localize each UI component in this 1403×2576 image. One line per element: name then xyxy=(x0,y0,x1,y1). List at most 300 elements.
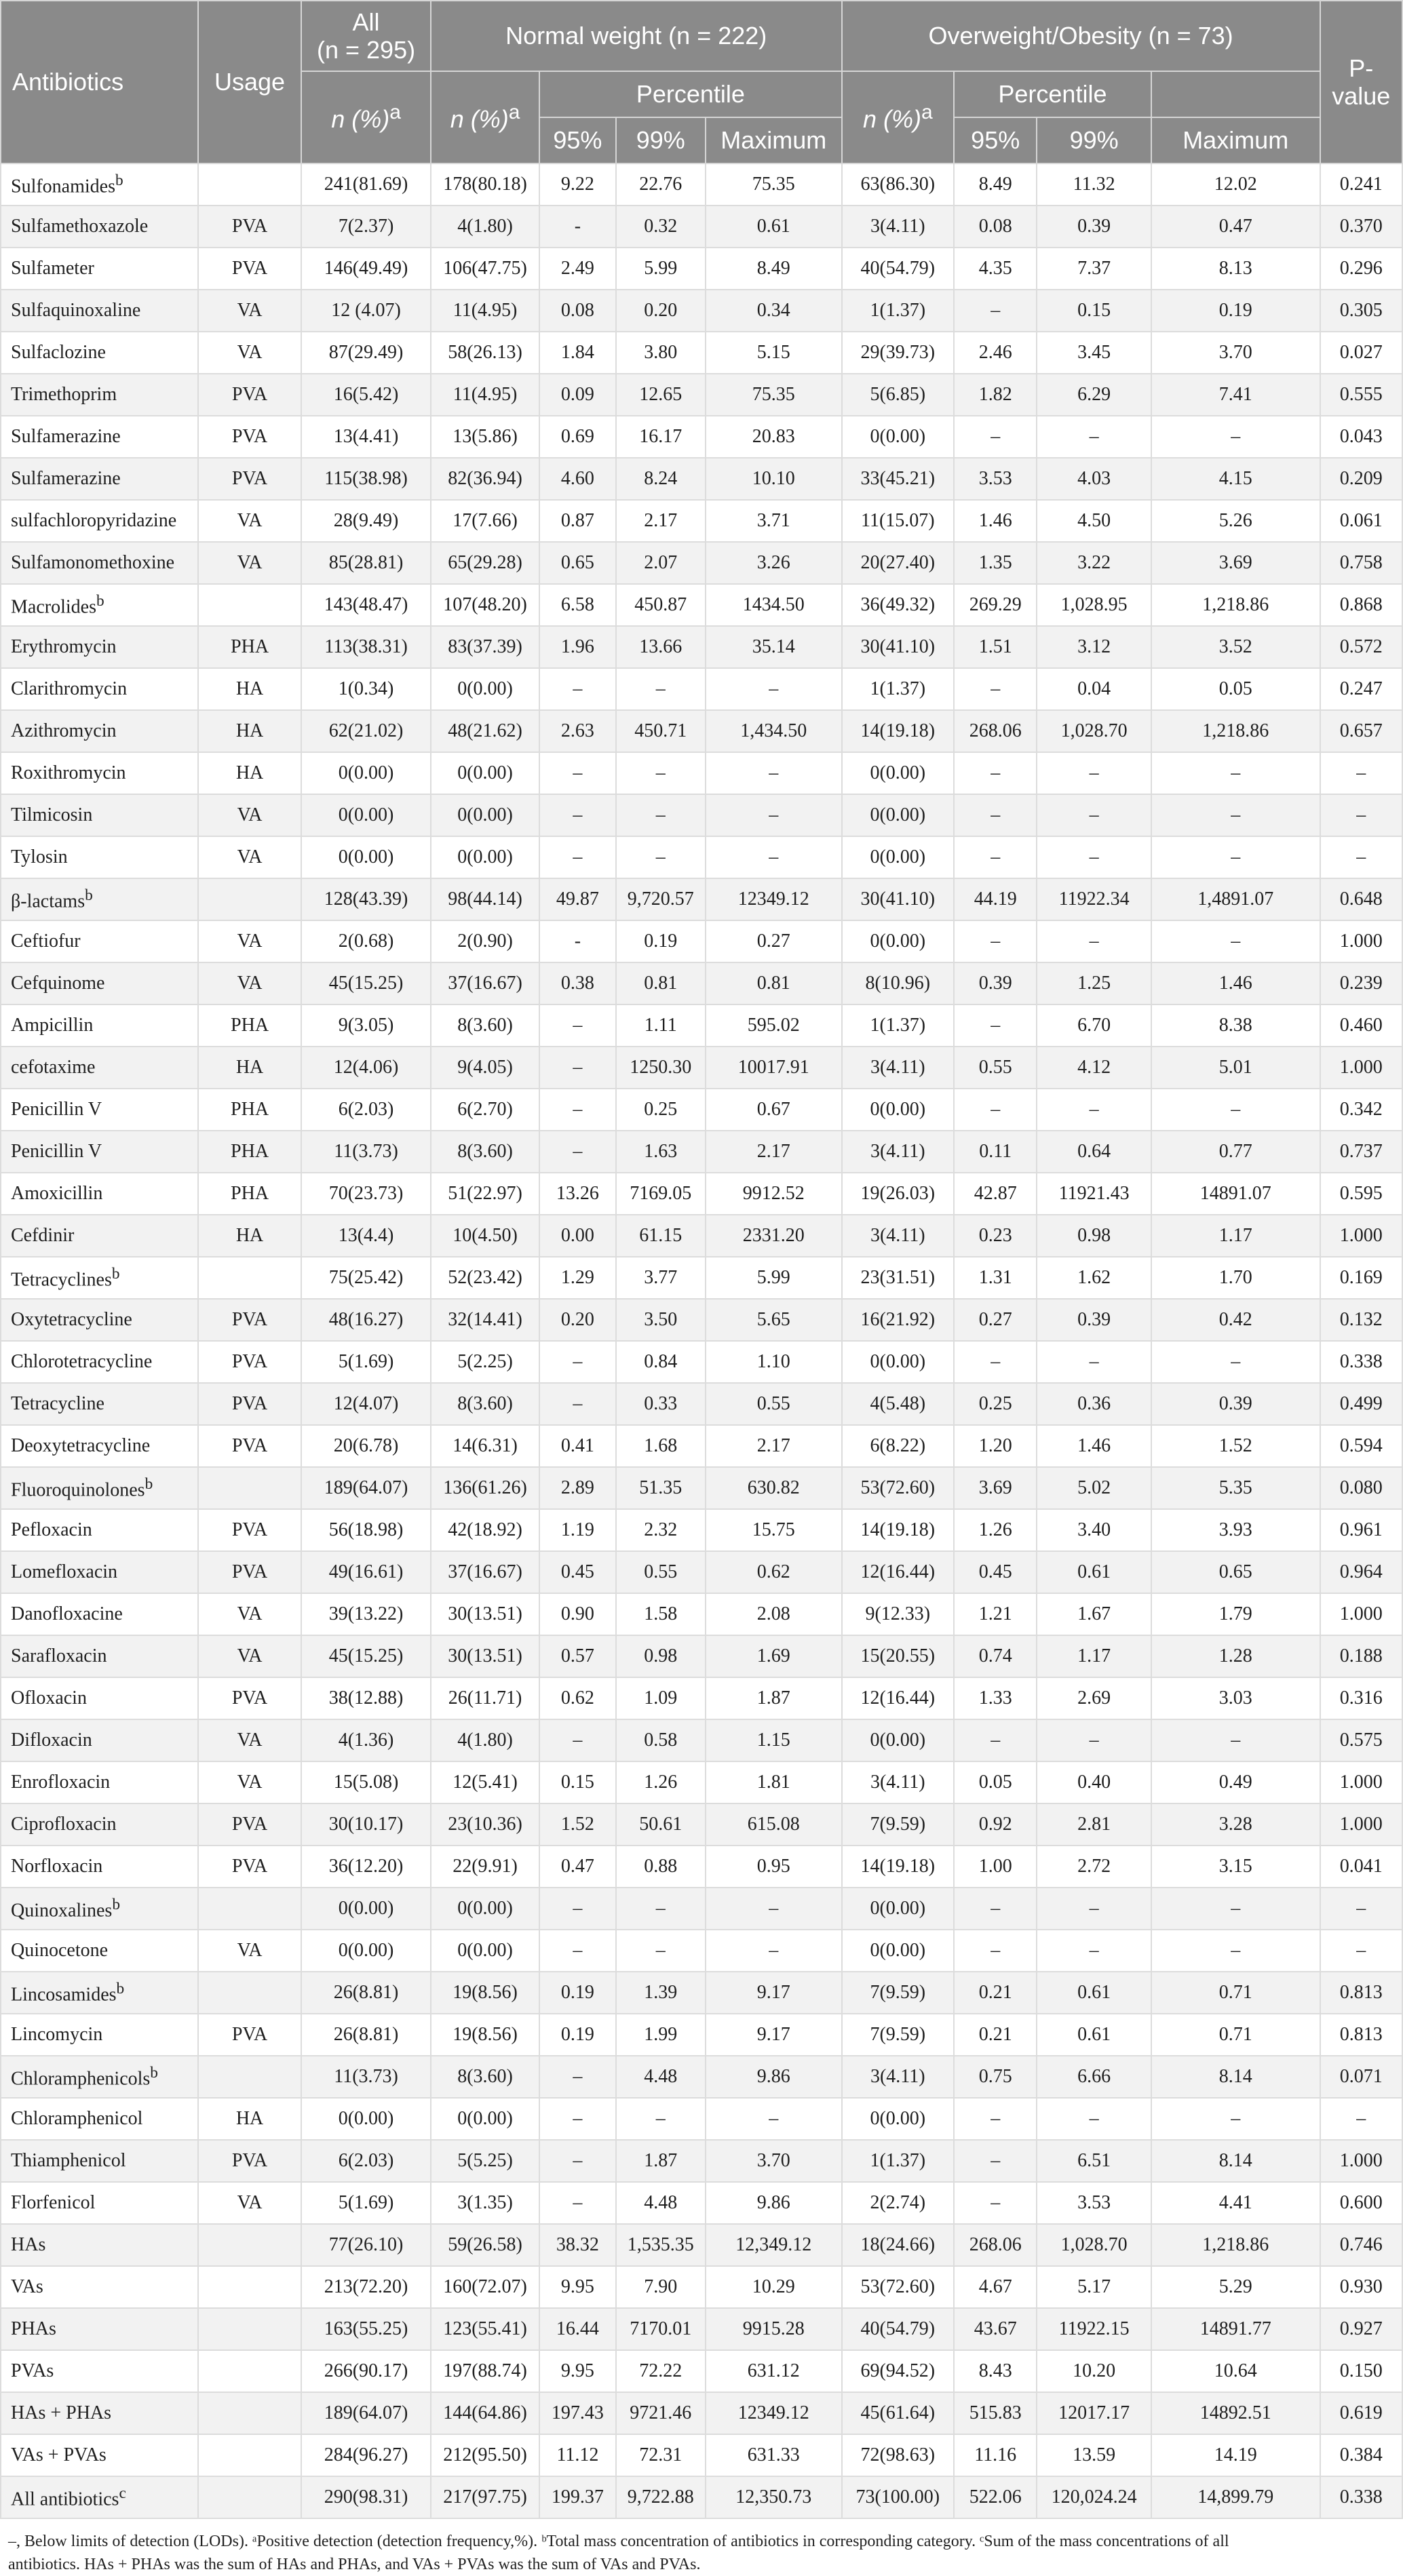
cell-usage: PVA xyxy=(198,1846,301,1888)
cell-p: 0.041 xyxy=(1320,1846,1402,1888)
cell-nw-max: 2331.20 xyxy=(706,1215,842,1257)
cell-ow-99: 4.50 xyxy=(1037,500,1151,542)
cell-ow-max: 5.35 xyxy=(1151,1467,1320,1509)
cell-nw-95: – xyxy=(539,668,615,710)
cell-p: 0.071 xyxy=(1320,2056,1402,2098)
cell-ow-n: 0(0.00) xyxy=(842,1888,954,1930)
cell-nw-n: 98(44.14) xyxy=(431,878,539,920)
antibiotic-name-cell xyxy=(1,1089,198,1131)
cell-ow-95: 0.27 xyxy=(954,1299,1037,1341)
cell-nw-95: 0.90 xyxy=(539,1593,615,1635)
cell-ow-95: 11.16 xyxy=(954,2434,1037,2476)
cell-nw-99: 61.15 xyxy=(616,1215,706,1257)
antibiotic-name-cell xyxy=(1,206,198,248)
cell-ow-95: 0.23 xyxy=(954,1215,1037,1257)
cell-ow-n: 20(27.40) xyxy=(842,542,954,584)
table-row xyxy=(1,1761,1402,1803)
cell-all: 241(81.69) xyxy=(301,163,431,206)
antibiotic-name: Difloxacin xyxy=(11,1730,92,1751)
antibiotic-name: PHAs xyxy=(11,2318,56,2339)
table-row xyxy=(1,920,1402,962)
footnote-marker: b xyxy=(85,886,93,904)
table-row xyxy=(1,878,1402,920)
cell-all: 115(38.98) xyxy=(301,458,431,500)
cell-ow-99: – xyxy=(1037,416,1151,458)
cell-nw-95: – xyxy=(539,1719,615,1761)
cell-all: 6(2.03) xyxy=(301,2140,431,2182)
cell-ow-max: 3.03 xyxy=(1151,1677,1320,1719)
cell-nw-95: 11.12 xyxy=(539,2434,615,2476)
cell-ow-99: 0.61 xyxy=(1037,1551,1151,1593)
cell-ow-n: 53(72.60) xyxy=(842,1467,954,1509)
cell-p: 0.247 xyxy=(1320,668,1402,710)
cell-all: 70(23.73) xyxy=(301,1173,431,1215)
antibiotic-name: Sarafloxacin xyxy=(11,1645,107,1666)
table-row xyxy=(1,1972,1402,2014)
cell-ow-max: – xyxy=(1151,1341,1320,1383)
cell-all: 12(4.06) xyxy=(301,1047,431,1089)
table-row xyxy=(1,206,1402,248)
cell-ow-max: 3.28 xyxy=(1151,1803,1320,1846)
cell-ow-max: 0.71 xyxy=(1151,1972,1320,2014)
antibiotic-name-cell xyxy=(1,248,198,290)
antibiotic-name: Sulfamethoxazole xyxy=(11,216,149,237)
header-antibiotics: Antibiotics xyxy=(1,1,198,163)
cell-ow-99: 5.17 xyxy=(1037,2266,1151,2308)
header-all-npct: n (%)$^a$ xyxy=(301,71,431,163)
cell-p: 0.169 xyxy=(1320,1257,1402,1299)
antibiotic-name: Quinocetone xyxy=(11,1940,109,1961)
cell-ow-99: 1,028.70 xyxy=(1037,710,1151,752)
cell-nw-max: 12349.12 xyxy=(706,2392,842,2434)
footnote-marker: c xyxy=(119,2484,126,2502)
cell-nw-n: 144(64.86) xyxy=(431,2392,539,2434)
cell-ow-99: 1.25 xyxy=(1037,962,1151,1004)
cell-ow-n: 11(15.07) xyxy=(842,500,954,542)
cell-nw-n: 0(0.00) xyxy=(431,668,539,710)
cell-ow-n: 40(54.79) xyxy=(842,2308,954,2350)
cell-all: 0(0.00) xyxy=(301,752,431,794)
antibiotic-name-cell xyxy=(1,710,198,752)
cell-ow-99: – xyxy=(1037,1089,1151,1131)
cell-ow-95: 8.49 xyxy=(954,163,1037,206)
cell-nw-n: 51(22.97) xyxy=(431,1173,539,1215)
antibiotic-name: Chlorotetracycline xyxy=(11,1351,153,1372)
cell-nw-99: 9721.46 xyxy=(616,2392,706,2434)
table-row xyxy=(1,1047,1402,1089)
table-row xyxy=(1,1888,1402,1930)
antibiotic-name-cell xyxy=(1,2392,198,2434)
cell-ow-max: 8.13 xyxy=(1151,248,1320,290)
antibiotic-name: VAs xyxy=(11,2276,43,2297)
antibiotic-name: HAs xyxy=(11,2234,46,2255)
cell-nw-95: 197.43 xyxy=(539,2392,615,2434)
cell-ow-95: 3.69 xyxy=(954,1467,1037,1509)
antibiotic-name-cell xyxy=(1,1341,198,1383)
antibiotic-name: Cefdinir xyxy=(11,1225,75,1246)
cell-ow-95: 0.25 xyxy=(954,1383,1037,1425)
cell-nw-max: – xyxy=(706,752,842,794)
cell-nw-max: 0.62 xyxy=(706,1551,842,1593)
cell-nw-n: 178(80.18) xyxy=(431,163,539,206)
cell-p: 0.027 xyxy=(1320,332,1402,374)
cell-ow-max: 0.42 xyxy=(1151,1299,1320,1341)
antibiotic-name-cell xyxy=(1,1299,198,1341)
cell-nw-99: 450.87 xyxy=(616,584,706,626)
footnote-line-1: –, Below limits of detection (LODs). ᵃPositive detection (detection frequency,%). ᵇTotal mass concentration of antibiotics in corresponding category. ᶜSum of the mass concentrations of all xyxy=(8,2533,1229,2550)
table-row xyxy=(1,416,1402,458)
cell-ow-95: 1.21 xyxy=(954,1593,1037,1635)
cell-nw-95: 0.57 xyxy=(539,1635,615,1677)
cell-ow-99: – xyxy=(1037,2098,1151,2140)
antibiotic-name: Cefquinome xyxy=(11,973,105,994)
cell-all: 0(0.00) xyxy=(301,836,431,878)
cell-p: 1.000 xyxy=(1320,1803,1402,1846)
table-row xyxy=(1,1004,1402,1047)
antibiotic-name: Tilmicosin xyxy=(11,804,93,825)
cell-all: 30(10.17) xyxy=(301,1803,431,1846)
cell-p: – xyxy=(1320,1888,1402,1930)
cell-nw-95: 0.19 xyxy=(539,2014,615,2056)
cell-ow-n: 72(98.63) xyxy=(842,2434,954,2476)
cell-nw-99: 8.24 xyxy=(616,458,706,500)
cell-p: 0.758 xyxy=(1320,542,1402,584)
cell-nw-max: 9.17 xyxy=(706,1972,842,2014)
cell-ow-n: 3(4.11) xyxy=(842,1047,954,1089)
cell-usage: VA xyxy=(198,542,301,584)
cell-all: 11(3.73) xyxy=(301,2056,431,2098)
cell-p: 0.305 xyxy=(1320,290,1402,332)
cell-nw-95: 1.19 xyxy=(539,1509,615,1551)
antibiotic-name: Lincomycin xyxy=(11,2024,103,2045)
cell-nw-99: 3.80 xyxy=(616,332,706,374)
antibiotic-name: Sulfaclozine xyxy=(11,342,106,363)
antibiotic-name: Deoxytetracycline xyxy=(11,1435,151,1456)
cell-ow-95: – xyxy=(954,920,1037,962)
antibiotic-name: Tylosin xyxy=(11,846,68,867)
cell-nw-max: 0.95 xyxy=(706,1846,842,1888)
cell-ow-max: – xyxy=(1151,1888,1320,1930)
footnote-marker: b xyxy=(111,1264,120,1283)
cell-usage: PVA xyxy=(198,374,301,416)
table-row xyxy=(1,1635,1402,1677)
cell-ow-99: 0.15 xyxy=(1037,290,1151,332)
cell-ow-99: 0.39 xyxy=(1037,206,1151,248)
antibiotic-name: Penicillin V xyxy=(11,1141,102,1162)
table-row xyxy=(1,2182,1402,2224)
cell-ow-max: – xyxy=(1151,2098,1320,2140)
cell-usage: VA xyxy=(198,836,301,878)
antibiotic-name: Sulfamonomethoxine xyxy=(11,552,175,573)
table-row xyxy=(1,374,1402,416)
cell-nw-95: - xyxy=(539,206,615,248)
table-row xyxy=(1,668,1402,710)
cell-nw-99: 0.84 xyxy=(616,1341,706,1383)
cell-p: 0.595 xyxy=(1320,1173,1402,1215)
cell-ow-n: 23(31.51) xyxy=(842,1257,954,1299)
cell-ow-n: 0(0.00) xyxy=(842,1089,954,1131)
footnote-marker: b xyxy=(115,171,123,189)
cell-ow-max: 3.69 xyxy=(1151,542,1320,584)
table-row xyxy=(1,1677,1402,1719)
table-row xyxy=(1,1593,1402,1635)
cell-usage: PVA xyxy=(198,206,301,248)
cell-all: 36(12.20) xyxy=(301,1846,431,1888)
cell-usage: VA xyxy=(198,290,301,332)
antibiotic-name: VAs + PVAs xyxy=(11,2444,107,2465)
cell-p: 0.746 xyxy=(1320,2224,1402,2266)
cell-nw-n: 11(4.95) xyxy=(431,374,539,416)
cell-ow-95: 1.35 xyxy=(954,542,1037,584)
cell-nw-n: 8(3.60) xyxy=(431,2056,539,2098)
cell-ow-max: 0.65 xyxy=(1151,1551,1320,1593)
cell-nw-n: 212(95.50) xyxy=(431,2434,539,2476)
cell-ow-max: 1.28 xyxy=(1151,1635,1320,1677)
cell-ow-n: 33(45.21) xyxy=(842,458,954,500)
footnote-marker: b xyxy=(116,1979,125,1997)
cell-nw-99: 1,535.35 xyxy=(616,2224,706,2266)
cell-nw-95: 2.49 xyxy=(539,248,615,290)
cell-p: 0.132 xyxy=(1320,1299,1402,1341)
antibiotic-name-cell xyxy=(1,2182,198,2224)
cell-p: 0.316 xyxy=(1320,1677,1402,1719)
cell-nw-max: – xyxy=(706,1888,842,1930)
cell-ow-max: 5.29 xyxy=(1151,2266,1320,2308)
cell-usage: VA xyxy=(198,332,301,374)
cell-p: 0.188 xyxy=(1320,1635,1402,1677)
antibiotic-name: PVAs xyxy=(11,2360,54,2381)
cell-nw-95: – xyxy=(539,752,615,794)
table-row xyxy=(1,1803,1402,1846)
antibiotic-name-cell xyxy=(1,1257,198,1299)
cell-all: 12 (4.07) xyxy=(301,290,431,332)
cell-usage xyxy=(198,584,301,626)
header-usage: Usage xyxy=(198,1,301,163)
cell-ow-99: 11922.34 xyxy=(1037,878,1151,920)
cell-p: 0.043 xyxy=(1320,416,1402,458)
cell-p: 0.813 xyxy=(1320,2014,1402,2056)
cell-nw-95: 1.29 xyxy=(539,1257,615,1299)
antibiotic-name: Chloramphenicol xyxy=(11,2108,143,2129)
table-row xyxy=(1,584,1402,626)
cell-p: 1.000 xyxy=(1320,1215,1402,1257)
antibiotic-name-cell xyxy=(1,2350,198,2392)
cell-p: 0.927 xyxy=(1320,2308,1402,2350)
cell-nw-n: 4(1.80) xyxy=(431,206,539,248)
cell-ow-95: 0.75 xyxy=(954,2056,1037,2098)
cell-nw-max: 1,434.50 xyxy=(706,710,842,752)
cell-nw-99: 22.76 xyxy=(616,163,706,206)
cell-usage: HA xyxy=(198,1047,301,1089)
antibiotic-name: Sulfaquinoxaline xyxy=(11,300,141,321)
cell-nw-max: 9.86 xyxy=(706,2056,842,2098)
cell-usage: PVA xyxy=(198,1677,301,1719)
cell-nw-95: 0.62 xyxy=(539,1677,615,1719)
antibiotic-name: HAs + PHAs xyxy=(11,2402,112,2423)
cell-ow-n: 45(61.64) xyxy=(842,2392,954,2434)
antibiotic-name-cell xyxy=(1,668,198,710)
antibiotic-name-cell xyxy=(1,542,198,584)
table-row xyxy=(1,752,1402,794)
cell-ow-max: 1,218.86 xyxy=(1151,710,1320,752)
cell-nw-max: 1.15 xyxy=(706,1719,842,1761)
cell-nw-95: - xyxy=(539,920,615,962)
cell-ow-max: – xyxy=(1151,794,1320,836)
header-overweight: Overweight/Obesity (n = 73) xyxy=(842,1,1320,71)
antibiotic-name-cell xyxy=(1,794,198,836)
cell-nw-99: 5.99 xyxy=(616,248,706,290)
cell-p: 1.000 xyxy=(1320,1761,1402,1803)
table-row xyxy=(1,1846,1402,1888)
cell-nw-99: – xyxy=(616,1888,706,1930)
cell-nw-n: 26(11.71) xyxy=(431,1677,539,1719)
cell-nw-95: – xyxy=(539,836,615,878)
cell-all: 15(5.08) xyxy=(301,1761,431,1803)
cell-ow-n: 0(0.00) xyxy=(842,752,954,794)
cell-ow-99: 6.66 xyxy=(1037,2056,1151,2098)
table-row xyxy=(1,2434,1402,2476)
cell-all: 5(1.69) xyxy=(301,2182,431,2224)
cell-usage: VA xyxy=(198,2182,301,2224)
cell-nw-max: 12349.12 xyxy=(706,878,842,920)
cell-p: – xyxy=(1320,2098,1402,2140)
antibiotic-name-cell xyxy=(1,1383,198,1425)
cell-ow-n: 9(12.33) xyxy=(842,1593,954,1635)
table-row xyxy=(1,332,1402,374)
cell-all: 113(38.31) xyxy=(301,626,431,668)
cell-ow-max: 3.93 xyxy=(1151,1509,1320,1551)
cell-ow-n: 3(4.11) xyxy=(842,1761,954,1803)
cell-ow-n: 0(0.00) xyxy=(842,1719,954,1761)
cell-usage: PHA xyxy=(198,626,301,668)
cell-nw-95: – xyxy=(539,2098,615,2140)
cell-nw-n: 13(5.86) xyxy=(431,416,539,458)
cell-p: 0.241 xyxy=(1320,163,1402,206)
cell-ow-99: 11921.43 xyxy=(1037,1173,1151,1215)
table-row xyxy=(1,290,1402,332)
antibiotic-name-cell xyxy=(1,332,198,374)
cell-ow-n: 3(4.11) xyxy=(842,206,954,248)
cell-ow-n: 4(5.48) xyxy=(842,1383,954,1425)
table-row xyxy=(1,1509,1402,1551)
cell-nw-max: 8.49 xyxy=(706,248,842,290)
cell-nw-95: – xyxy=(539,1383,615,1425)
cell-usage: PVA xyxy=(198,248,301,290)
cell-all: 16(5.42) xyxy=(301,374,431,416)
antibiotic-name: Florfenicol xyxy=(11,2192,96,2213)
cell-ow-99: 6.70 xyxy=(1037,1004,1151,1047)
cell-ow-n: 7(9.59) xyxy=(842,1972,954,2014)
antibiotic-name-cell xyxy=(1,1719,198,1761)
cell-nw-95: – xyxy=(539,1047,615,1089)
cell-nw-99: 2.32 xyxy=(616,1509,706,1551)
antibiotic-name: Chloramphenicols xyxy=(11,2068,151,2090)
cell-ow-95: 0.05 xyxy=(954,1761,1037,1803)
cell-nw-95: 9.95 xyxy=(539,2350,615,2392)
cell-ow-99: 11.32 xyxy=(1037,163,1151,206)
cell-nw-n: 19(8.56) xyxy=(431,2014,539,2056)
cell-ow-99: – xyxy=(1037,1341,1151,1383)
cell-nw-max: – xyxy=(706,2098,842,2140)
cell-nw-95: 1.96 xyxy=(539,626,615,668)
cell-nw-max: 75.35 xyxy=(706,374,842,416)
cell-all: 28(9.49) xyxy=(301,500,431,542)
cell-ow-max: 14892.51 xyxy=(1151,2392,1320,2434)
table-row xyxy=(1,1173,1402,1215)
cell-nw-max: 1.87 xyxy=(706,1677,842,1719)
antibiotic-name: β-lactams xyxy=(11,891,85,912)
cell-ow-n: 30(41.10) xyxy=(842,878,954,920)
antibiotic-name: cefotaxime xyxy=(11,1057,96,1078)
cell-nw-max: 3.71 xyxy=(706,500,842,542)
cell-ow-max: 0.49 xyxy=(1151,1761,1320,1803)
cell-nw-99: 1.99 xyxy=(616,2014,706,2056)
cell-usage xyxy=(198,1888,301,1930)
cell-ow-95: 522.06 xyxy=(954,2476,1037,2518)
cell-usage: VA xyxy=(198,1635,301,1677)
table-row xyxy=(1,794,1402,836)
cell-ow-99: 0.61 xyxy=(1037,2014,1151,2056)
footnote-marker: b xyxy=(150,2063,158,2082)
antibiotic-name-cell xyxy=(1,1215,198,1257)
cell-p: 0.239 xyxy=(1320,962,1402,1004)
cell-nw-n: 30(13.51) xyxy=(431,1635,539,1677)
cell-nw-max: 3.26 xyxy=(706,542,842,584)
cell-ow-95: 0.21 xyxy=(954,2014,1037,2056)
antibiotic-name: Oxytetracycline xyxy=(11,1309,132,1330)
cell-ow-95: – xyxy=(954,2098,1037,2140)
cell-p: 0.648 xyxy=(1320,878,1402,920)
cell-nw-95: 1.52 xyxy=(539,1803,615,1846)
cell-nw-95: – xyxy=(539,2182,615,2224)
cell-nw-99: 7169.05 xyxy=(616,1173,706,1215)
cell-all: 290(98.31) xyxy=(301,2476,431,2518)
cell-ow-99: 1,028.70 xyxy=(1037,2224,1151,2266)
cell-ow-95: 0.55 xyxy=(954,1047,1037,1089)
cell-nw-99: 0.32 xyxy=(616,206,706,248)
cell-nw-95: 1.84 xyxy=(539,332,615,374)
cell-p: – xyxy=(1320,836,1402,878)
antibiotic-name-cell xyxy=(1,1846,198,1888)
cell-ow-95: 1.31 xyxy=(954,1257,1037,1299)
footnote-marker: b xyxy=(112,1895,120,1913)
table-row xyxy=(1,962,1402,1004)
cell-usage xyxy=(198,1467,301,1509)
cell-nw-n: 136(61.26) xyxy=(431,1467,539,1509)
cell-nw-n: 11(4.95) xyxy=(431,290,539,332)
header-normal-weight: Normal weight (n = 222) xyxy=(431,1,842,71)
cell-nw-95: 9.22 xyxy=(539,163,615,206)
cell-usage xyxy=(198,2224,301,2266)
cell-p: 0.061 xyxy=(1320,500,1402,542)
header-all-label: All xyxy=(352,7,380,36)
cell-ow-max: 3.15 xyxy=(1151,1846,1320,1888)
cell-ow-99: – xyxy=(1037,794,1151,836)
cell-ow-n: 0(0.00) xyxy=(842,1341,954,1383)
cell-all: 189(64.07) xyxy=(301,2392,431,2434)
table-row xyxy=(1,1551,1402,1593)
antibiotic-name-cell xyxy=(1,2476,198,2518)
cell-usage: PHA xyxy=(198,1089,301,1131)
cell-ow-n: 6(8.22) xyxy=(842,1425,954,1467)
cell-usage: PVA xyxy=(198,1383,301,1425)
cell-nw-95: 6.58 xyxy=(539,584,615,626)
table-row xyxy=(1,248,1402,290)
antibiotic-name-cell xyxy=(1,962,198,1004)
cell-nw-max: 9.17 xyxy=(706,2014,842,2056)
cell-ow-max: 1.17 xyxy=(1151,1215,1320,1257)
cell-ow-99: 11922.15 xyxy=(1037,2308,1151,2350)
